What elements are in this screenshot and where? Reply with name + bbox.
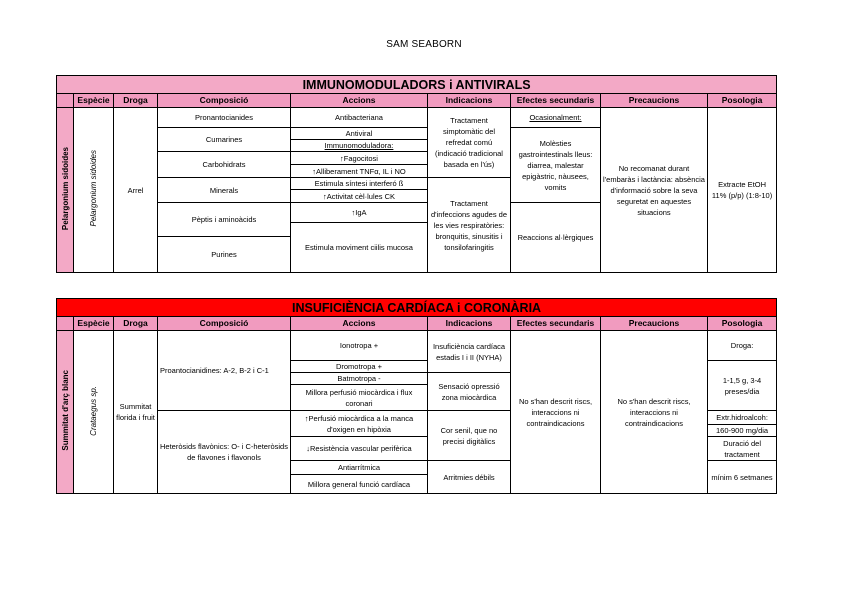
header-indicacions: Indicacions: [428, 317, 511, 331]
indicacio-item: Insuficiència cardíaca estadis I i II (NYHA): [428, 331, 511, 373]
indicacio-item: Arritmies débils: [428, 461, 511, 494]
composicio-item: Pronantocianides: [158, 108, 291, 128]
efectes-cell: No s'han descrit riscs, interaccions ni contraindicacions: [511, 331, 601, 494]
indicacio-item: Cor senil, que no precisi digitàlics: [428, 411, 511, 461]
header-posologia: Posologia: [708, 94, 777, 108]
header-precaucions: Precaucions: [601, 317, 708, 331]
droga-cell: Arrel: [114, 108, 158, 273]
header-indicacions: Indicacions: [428, 94, 511, 108]
header-row: [57, 94, 777, 108]
efectes-title: Ocasionalment:: [511, 108, 601, 128]
accio-item: Batmotropa -: [291, 373, 428, 385]
composicio-item: Pèptis i aminoàcids: [158, 203, 291, 237]
indicacions-cell: Tractament d'infeccions agudes de les vies respiratòries: bronquitis, sinusitis i tonsilofaringitis: [428, 178, 511, 273]
composicio-item: Heteròsids flavònics: O- i C-heteròsids de flavones i flavonols: [158, 411, 291, 494]
composicio-item: Proantocianidines: A-2, B-2 i C-1: [158, 331, 291, 411]
accio-item: Millora perfusió miocàrdica i flux coronari: [291, 385, 428, 411]
header-blank: [57, 317, 74, 331]
accio-item: Ionotropa +: [291, 331, 428, 361]
posologia-cell: Extracte EtOH 11% (p/p) (1:8-10): [708, 108, 777, 273]
posologia-item: Duració del tractament: [708, 437, 777, 461]
accio-item: ↓Resistència vascular perifèrica: [291, 437, 428, 461]
header-row: [57, 317, 777, 331]
section-title: INSUFICIÈNCIA CARDÍACA i CORONÀRIA: [57, 299, 777, 317]
header-accions: Accions: [291, 94, 428, 108]
posologia-item: 1-1,5 g, 3-4 preses/dia: [708, 361, 777, 411]
header-accions: Accions: [291, 317, 428, 331]
header-efectes: Efectes secundaris: [511, 317, 601, 331]
droga-cell: Summitat florida i fruit: [114, 331, 158, 494]
header-blank: [57, 94, 74, 108]
composicio-item: Minerals: [158, 178, 291, 203]
composicio-item: Purines: [158, 237, 291, 273]
indicacions-cell: Tractament simptomàtic del refredat comú (indicació tradicional basada en l'ús): [428, 108, 511, 178]
species-cell: Crataegus sp.: [74, 331, 114, 494]
header-especie: Espècie: [74, 317, 114, 331]
accio-item: Estimula síntesi interferó ß: [291, 178, 428, 190]
efectes-cell: Reaccions al·lèrgiques: [511, 203, 601, 273]
accio-item: ↑IgA: [291, 203, 428, 223]
posologia-item: mínim 6 setmanes: [708, 461, 777, 494]
header-droga: Droga: [114, 94, 158, 108]
header-efectes: Efectes secundaris: [511, 94, 601, 108]
posologia-item: Extr.hidroalcoh:: [708, 411, 777, 425]
header-posologia: Posologia: [708, 317, 777, 331]
table-immunomodulators: [56, 75, 777, 273]
accio-item: Antiviral: [291, 128, 428, 140]
precaucions-cell: No s'han descrit riscs, interaccions ni contraindicacions: [601, 331, 708, 494]
section-title: IMMUNOMODULADORS i ANTIVIRALS: [57, 76, 777, 94]
accio-item: Antiarrítmica: [291, 461, 428, 475]
side-label: Pelargonium sidoides: [57, 108, 74, 273]
accio-item: Estimula moviment ciilis mucosa: [291, 223, 428, 273]
posologia-item: 160-900 mg/dia: [708, 425, 777, 437]
header-composicio: Composició: [158, 94, 291, 108]
composicio-item: Cumarines: [158, 128, 291, 152]
header-especie: Espècie: [74, 94, 114, 108]
accio-item: ↑Perfusió miocàrdica a la manca d'oxigen en hipòxia: [291, 411, 428, 437]
table-cardiac: [56, 298, 777, 494]
side-label: Summitat d'arç blanc: [57, 331, 74, 494]
document-author: SAM SEABORN: [386, 39, 462, 50]
composicio-item: Carbohidrats: [158, 152, 291, 178]
indicacio-item: Sensació opressió zona miocàrdica: [428, 373, 511, 411]
accio-item: Dromotropa +: [291, 361, 428, 373]
accio-item: Antibacteriana: [291, 108, 428, 128]
efectes-cell: Molèsties gastrointestinals lleus: diarrea, malestar epigàstric, nàusees, vomits: [511, 128, 601, 203]
precaucions-cell: No recomanat durant l'embaràs i lactància: absència d'informació sobre la seva seguretat en aquestes situacions: [601, 108, 708, 273]
posologia-item: Droga:: [708, 331, 777, 361]
accio-item: ↑Alliberament TNFα, IL i NO: [291, 165, 428, 178]
accio-item: ↑Fagocitosi: [291, 152, 428, 165]
accio-item: Immunomoduladora:: [291, 140, 428, 152]
accio-item: Millora general funció cardíaca: [291, 475, 428, 494]
header-composicio: Composició: [158, 317, 291, 331]
species-cell: Pelargonium sidoides: [74, 108, 114, 273]
header-droga: Droga: [114, 317, 158, 331]
accio-item: ↑Activitat cèl·lules CK: [291, 190, 428, 203]
header-precaucions: Precaucions: [601, 94, 708, 108]
